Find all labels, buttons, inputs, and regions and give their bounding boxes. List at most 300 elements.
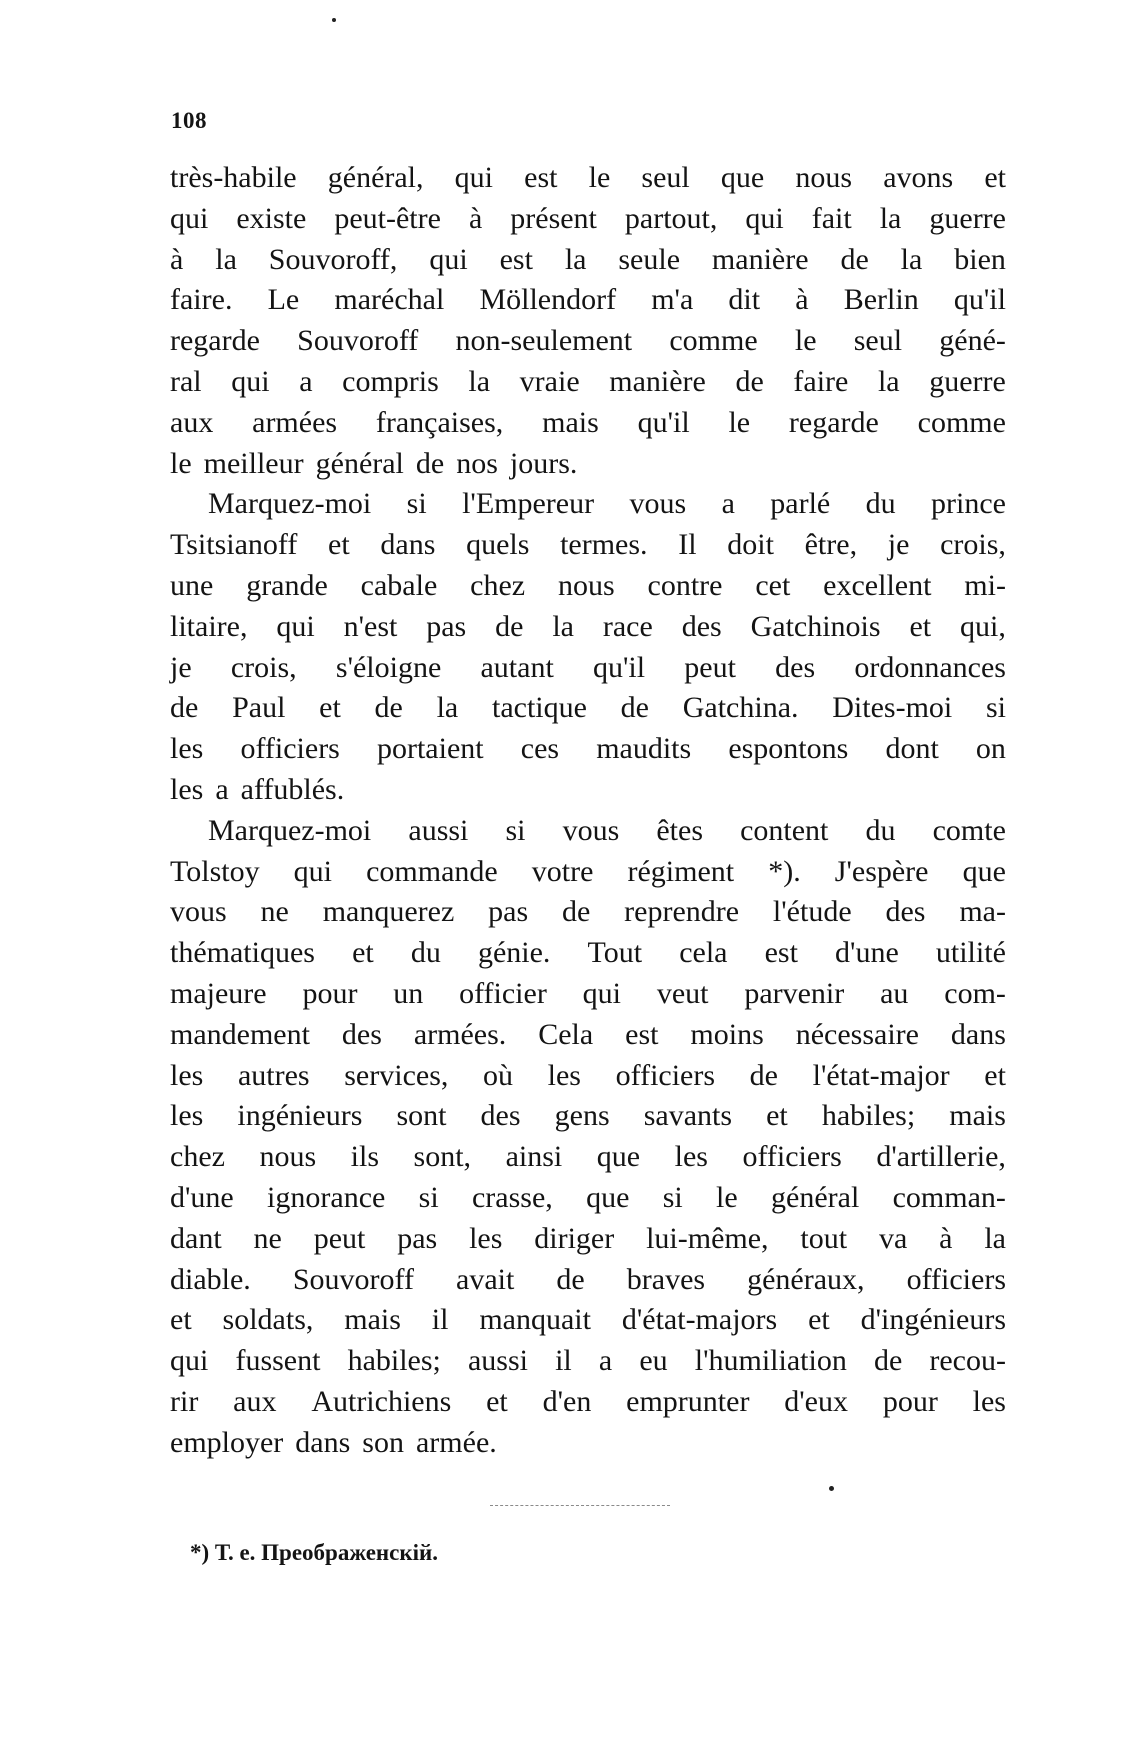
text-line — [170, 648, 1006, 689]
word: recou- — [929, 1344, 1006, 1378]
word: soldats, — [222, 1303, 314, 1337]
word: services, — [344, 1058, 449, 1092]
word: les — [972, 1384, 1006, 1418]
word: guerre — [929, 201, 1006, 235]
word: officiers — [240, 732, 340, 766]
word: litaire, — [170, 609, 248, 643]
word: non-seulement — [455, 324, 633, 358]
word: vous — [170, 895, 227, 929]
word: manière — [711, 242, 809, 276]
word: qui — [745, 201, 784, 235]
word: sont — [396, 1099, 447, 1133]
word: ma- — [959, 895, 1006, 929]
word: les — [170, 1058, 204, 1092]
word: pour — [302, 976, 358, 1010]
word: espontons — [728, 732, 849, 766]
word: fussent — [235, 1344, 321, 1378]
text-line — [170, 892, 1006, 933]
word: si — [406, 487, 427, 521]
word: qu'il — [953, 283, 1006, 317]
word: race — [602, 609, 653, 643]
word: de — [374, 691, 403, 725]
word: nous — [259, 1140, 317, 1174]
word: Gatchinois — [750, 609, 881, 643]
word: les — [674, 1140, 708, 1174]
word: portaient — [376, 732, 484, 766]
word: mi- — [964, 568, 1006, 602]
word: la — [984, 1221, 1006, 1255]
word: du — [865, 487, 896, 521]
word: Tolstoy — [170, 854, 260, 888]
word: nos — [456, 446, 498, 480]
word: dans — [380, 528, 436, 562]
word: vous — [562, 813, 620, 847]
word: aux — [233, 1384, 277, 1418]
word: la — [564, 242, 587, 276]
word: au — [880, 976, 909, 1010]
word: cela — [679, 936, 728, 970]
word: a — [215, 772, 229, 806]
word: de — [170, 691, 199, 725]
word: mais — [949, 1099, 1006, 1133]
text-line — [170, 1015, 1006, 1056]
word: peut — [684, 650, 736, 684]
word: dans — [950, 1017, 1006, 1051]
word: armées. — [413, 1017, 507, 1051]
word: qu'il — [593, 650, 646, 684]
word: seul — [641, 161, 690, 194]
word: affublés. — [240, 772, 345, 806]
word: et — [766, 1099, 788, 1133]
text-line — [170, 1178, 1006, 1219]
word: nous — [795, 161, 853, 194]
word: qui — [170, 201, 209, 235]
word: mais — [344, 1303, 401, 1337]
word: thématiques — [170, 936, 315, 970]
text-line — [170, 1300, 1006, 1341]
word: de — [620, 691, 649, 725]
word: seule — [618, 242, 681, 276]
word: faire. — [170, 283, 233, 317]
word: dit — [728, 283, 761, 317]
word: qui — [170, 1344, 209, 1378]
word: guerre — [929, 364, 1006, 398]
word: sont, — [413, 1140, 472, 1174]
word: d'eux — [784, 1384, 848, 1418]
word: de — [749, 1058, 778, 1092]
text-line — [170, 688, 1006, 729]
word: de — [840, 242, 869, 276]
word: si — [418, 1180, 439, 1214]
word: un — [393, 976, 424, 1010]
word: les — [547, 1058, 581, 1092]
word: ingénieurs — [237, 1099, 363, 1133]
text-line — [170, 362, 1006, 403]
word: qui, — [960, 609, 1006, 643]
word: avait — [456, 1262, 515, 1296]
text-line — [170, 1382, 1006, 1423]
text-line — [170, 444, 1006, 485]
word: seul — [853, 324, 903, 358]
word: qu'il — [637, 405, 690, 439]
text-line — [170, 729, 1006, 770]
word: contre — [647, 568, 723, 602]
word: généraux, — [747, 1262, 865, 1296]
word: comman- — [892, 1180, 1006, 1214]
text-line — [170, 974, 1006, 1015]
word: ainsi — [505, 1140, 563, 1174]
text-line — [170, 321, 1006, 362]
word: reprendre — [624, 895, 740, 929]
word: les — [170, 1099, 204, 1133]
word: content — [740, 813, 829, 847]
text-line — [170, 1341, 1006, 1382]
text-line — [170, 852, 1006, 893]
word: mais — [542, 405, 599, 439]
word: des — [341, 1017, 382, 1051]
word: des — [775, 650, 816, 684]
word: dant — [170, 1221, 222, 1255]
word: son — [362, 1425, 404, 1459]
word: on — [975, 732, 1006, 766]
word: officiers — [742, 1140, 842, 1174]
word: Souvoroff — [297, 324, 419, 358]
word: officiers — [906, 1262, 1006, 1296]
word: ils — [350, 1140, 380, 1174]
text-line — [170, 607, 1006, 648]
word: aux — [170, 405, 214, 439]
word: qui — [231, 364, 270, 398]
word: Paul — [232, 691, 286, 725]
word: pas — [397, 1221, 438, 1255]
word: Souvoroff — [292, 1262, 414, 1296]
word: si — [985, 691, 1006, 725]
footnote: *) Т. е. Преображенскій. — [190, 1540, 439, 1565]
word: le — [728, 405, 751, 439]
text-line — [170, 1096, 1006, 1137]
word: géné- — [939, 324, 1006, 358]
word: d'état-majors — [621, 1303, 778, 1337]
word: l'état-major — [812, 1058, 950, 1092]
word: bien — [954, 242, 1006, 276]
word: que — [962, 854, 1006, 888]
word: Gatchina. — [682, 691, 799, 725]
word: général — [315, 446, 404, 480]
word: de — [556, 1262, 585, 1296]
word: doit — [727, 528, 774, 562]
word: Marquez-moi — [208, 813, 372, 847]
word: Il — [678, 528, 697, 562]
word: êtes — [656, 813, 703, 847]
word: est — [524, 161, 558, 194]
word: gens — [554, 1099, 610, 1133]
word: d'artillerie, — [876, 1140, 1006, 1174]
text-line — [170, 1056, 1006, 1097]
word: de — [873, 1344, 903, 1378]
word: et — [909, 609, 932, 643]
word: si — [505, 813, 526, 847]
word: regarde — [170, 324, 260, 358]
word: votre — [531, 854, 594, 888]
word: a — [598, 1344, 613, 1378]
word: compris — [342, 364, 439, 398]
word: et — [984, 1058, 1006, 1092]
word: Le — [267, 283, 300, 317]
word: d'une — [835, 936, 899, 970]
word: fait — [811, 201, 852, 235]
word: habiles; — [821, 1099, 916, 1133]
word: excellent — [823, 568, 932, 602]
word: où — [483, 1058, 514, 1092]
word: d'ingénieurs — [860, 1303, 1006, 1337]
word: et — [170, 1303, 192, 1337]
word: parlé — [770, 487, 831, 521]
word: général — [771, 1180, 860, 1214]
word: d'une — [170, 1180, 234, 1214]
word: a — [299, 364, 313, 398]
word: *). — [768, 854, 801, 888]
word: aussi — [408, 813, 469, 847]
text-line — [170, 1219, 1006, 1260]
word: l'étude — [772, 895, 852, 929]
word: quels — [466, 528, 530, 562]
word: prince — [931, 487, 1006, 521]
word: régiment — [627, 854, 735, 888]
word: ignorance — [267, 1180, 386, 1214]
word: qui — [293, 854, 332, 888]
word: du — [865, 813, 896, 847]
word: Möllendorf — [479, 283, 617, 317]
word: de — [561, 895, 591, 929]
text-line — [170, 484, 1006, 525]
word: la — [900, 242, 923, 276]
word: diable. — [170, 1262, 251, 1296]
word: diriger — [534, 1221, 615, 1255]
word: dans — [295, 1425, 351, 1459]
text-line — [170, 1260, 1006, 1301]
text-line — [170, 240, 1006, 281]
word: existe — [236, 201, 307, 235]
text-line — [170, 566, 1006, 607]
word: et — [328, 528, 350, 562]
word: crasse, — [471, 1180, 553, 1214]
word: lui-même, — [646, 1221, 769, 1255]
word: grande — [246, 568, 328, 602]
word: le — [170, 446, 192, 480]
word: pour — [882, 1384, 938, 1418]
word: rir — [170, 1384, 199, 1418]
word: savants — [643, 1099, 733, 1133]
word: employer — [170, 1425, 284, 1459]
word: chez — [470, 568, 526, 602]
word: présent — [510, 201, 597, 235]
word: eu — [639, 1344, 668, 1378]
word: maudits — [596, 732, 692, 766]
text-line — [170, 280, 1006, 321]
word: commande — [366, 854, 498, 888]
word: comme — [669, 324, 758, 358]
word: est — [499, 242, 533, 276]
word: manière — [609, 364, 706, 398]
word: du — [410, 936, 441, 970]
word: Marquez-moi — [208, 487, 372, 521]
word: moins — [690, 1017, 764, 1051]
paragraph — [170, 811, 1006, 1464]
word: Souvoroff, — [268, 242, 398, 276]
word: termes. — [560, 528, 648, 562]
word: veut — [656, 976, 709, 1010]
word: est — [625, 1017, 659, 1051]
word: nécessaire — [795, 1017, 919, 1051]
word: que — [596, 1140, 641, 1174]
word: et — [486, 1384, 508, 1418]
word: très-habile — [170, 161, 297, 194]
footnote-divider — [490, 1505, 670, 1506]
word: la — [552, 609, 574, 643]
word: la — [215, 242, 237, 276]
word: à — [468, 201, 483, 235]
word: vraie — [519, 364, 580, 398]
word: et — [808, 1303, 830, 1337]
word: qui — [429, 242, 468, 276]
word: tout — [800, 1221, 848, 1255]
word: partout, — [624, 201, 718, 235]
word: parvenir — [744, 976, 845, 1010]
word: officiers — [615, 1058, 716, 1092]
word: crois, — [230, 650, 297, 684]
word: utilité — [935, 936, 1006, 970]
word: Tout — [587, 936, 643, 970]
word: pas — [426, 609, 467, 643]
text-line — [170, 1423, 1006, 1464]
word: les — [469, 1221, 503, 1255]
word: faire — [793, 364, 849, 398]
word: il — [431, 1303, 449, 1337]
word: qui — [454, 161, 494, 194]
text-line — [170, 933, 1006, 974]
word: manquerez — [322, 895, 455, 929]
word: qui — [582, 976, 621, 1010]
word: et — [984, 161, 1006, 194]
text-line — [170, 811, 1006, 852]
word: une — [170, 568, 214, 602]
word: ordonnances — [854, 650, 1006, 684]
word: armées — [252, 405, 338, 439]
text-line — [170, 1137, 1006, 1178]
word: manquait — [479, 1303, 591, 1337]
word: si — [662, 1180, 683, 1214]
word: officier — [459, 976, 547, 1010]
word: s'éloigne — [335, 650, 442, 684]
word: de — [495, 609, 524, 643]
word: la — [879, 201, 902, 235]
word: est — [764, 936, 798, 970]
word: Berlin — [843, 283, 919, 317]
word: des — [885, 895, 926, 929]
word: jours. — [509, 446, 578, 480]
word: de — [735, 364, 764, 398]
word: peut-être — [334, 201, 441, 235]
word: et — [319, 691, 341, 725]
word: Autrichiens — [311, 1384, 452, 1418]
word: la — [436, 691, 459, 725]
word: général, — [327, 161, 424, 194]
word: pas — [488, 895, 529, 929]
word: mandement — [170, 1017, 310, 1051]
word: Dites-moi — [832, 691, 953, 725]
paragraph — [170, 484, 1006, 810]
word: ces — [520, 732, 560, 766]
word: nous — [557, 568, 615, 602]
word: avons — [883, 161, 954, 194]
word: a — [721, 487, 735, 521]
word: être, — [804, 528, 858, 562]
word: autres — [237, 1058, 310, 1092]
word: à — [939, 1221, 953, 1255]
text-line — [170, 525, 1006, 566]
word: com- — [944, 976, 1006, 1010]
word: françaises, — [375, 405, 504, 439]
paragraph — [170, 158, 1006, 484]
word: Tsitsianoff — [170, 528, 298, 562]
page-number: 108 — [171, 108, 207, 133]
word: je — [887, 528, 910, 562]
word: va — [878, 1221, 908, 1255]
word: de — [415, 446, 445, 480]
word: comme — [917, 405, 1006, 439]
word: l'humiliation — [694, 1344, 847, 1378]
word: que — [720, 161, 765, 194]
word: les — [170, 732, 204, 766]
body-text — [170, 158, 1006, 1464]
text-line — [170, 199, 1006, 240]
word: ral — [170, 364, 202, 398]
print-speck — [332, 18, 336, 22]
word: il — [555, 1344, 572, 1378]
word: cet — [755, 568, 791, 602]
word: la — [468, 364, 491, 398]
word: m'a — [651, 283, 694, 317]
word: la — [877, 364, 900, 398]
word: je — [170, 650, 192, 684]
word: génie. — [477, 936, 551, 970]
word: J'espère — [834, 854, 929, 888]
word: l'Empereur — [462, 487, 595, 521]
text-line — [170, 158, 1006, 199]
word: regarde — [788, 405, 879, 439]
word: aussi — [467, 1344, 528, 1378]
word: meilleur — [203, 446, 304, 480]
word: les — [170, 772, 204, 806]
print-speck — [829, 1486, 834, 1491]
word: cabale — [360, 568, 438, 602]
word: comte — [932, 813, 1006, 847]
word: le — [794, 324, 817, 358]
word: chez — [170, 1140, 225, 1174]
word: dont — [885, 732, 939, 766]
word: Cela — [538, 1017, 594, 1051]
word: n'est — [343, 609, 398, 643]
word: à — [170, 242, 184, 276]
word: ne — [260, 895, 289, 929]
word: peut — [313, 1221, 366, 1255]
word: d'en — [542, 1384, 592, 1418]
word: qui — [276, 609, 315, 643]
word: autant — [480, 650, 554, 684]
word: le — [588, 161, 611, 194]
word: des — [681, 609, 722, 643]
word: le — [716, 1180, 738, 1214]
